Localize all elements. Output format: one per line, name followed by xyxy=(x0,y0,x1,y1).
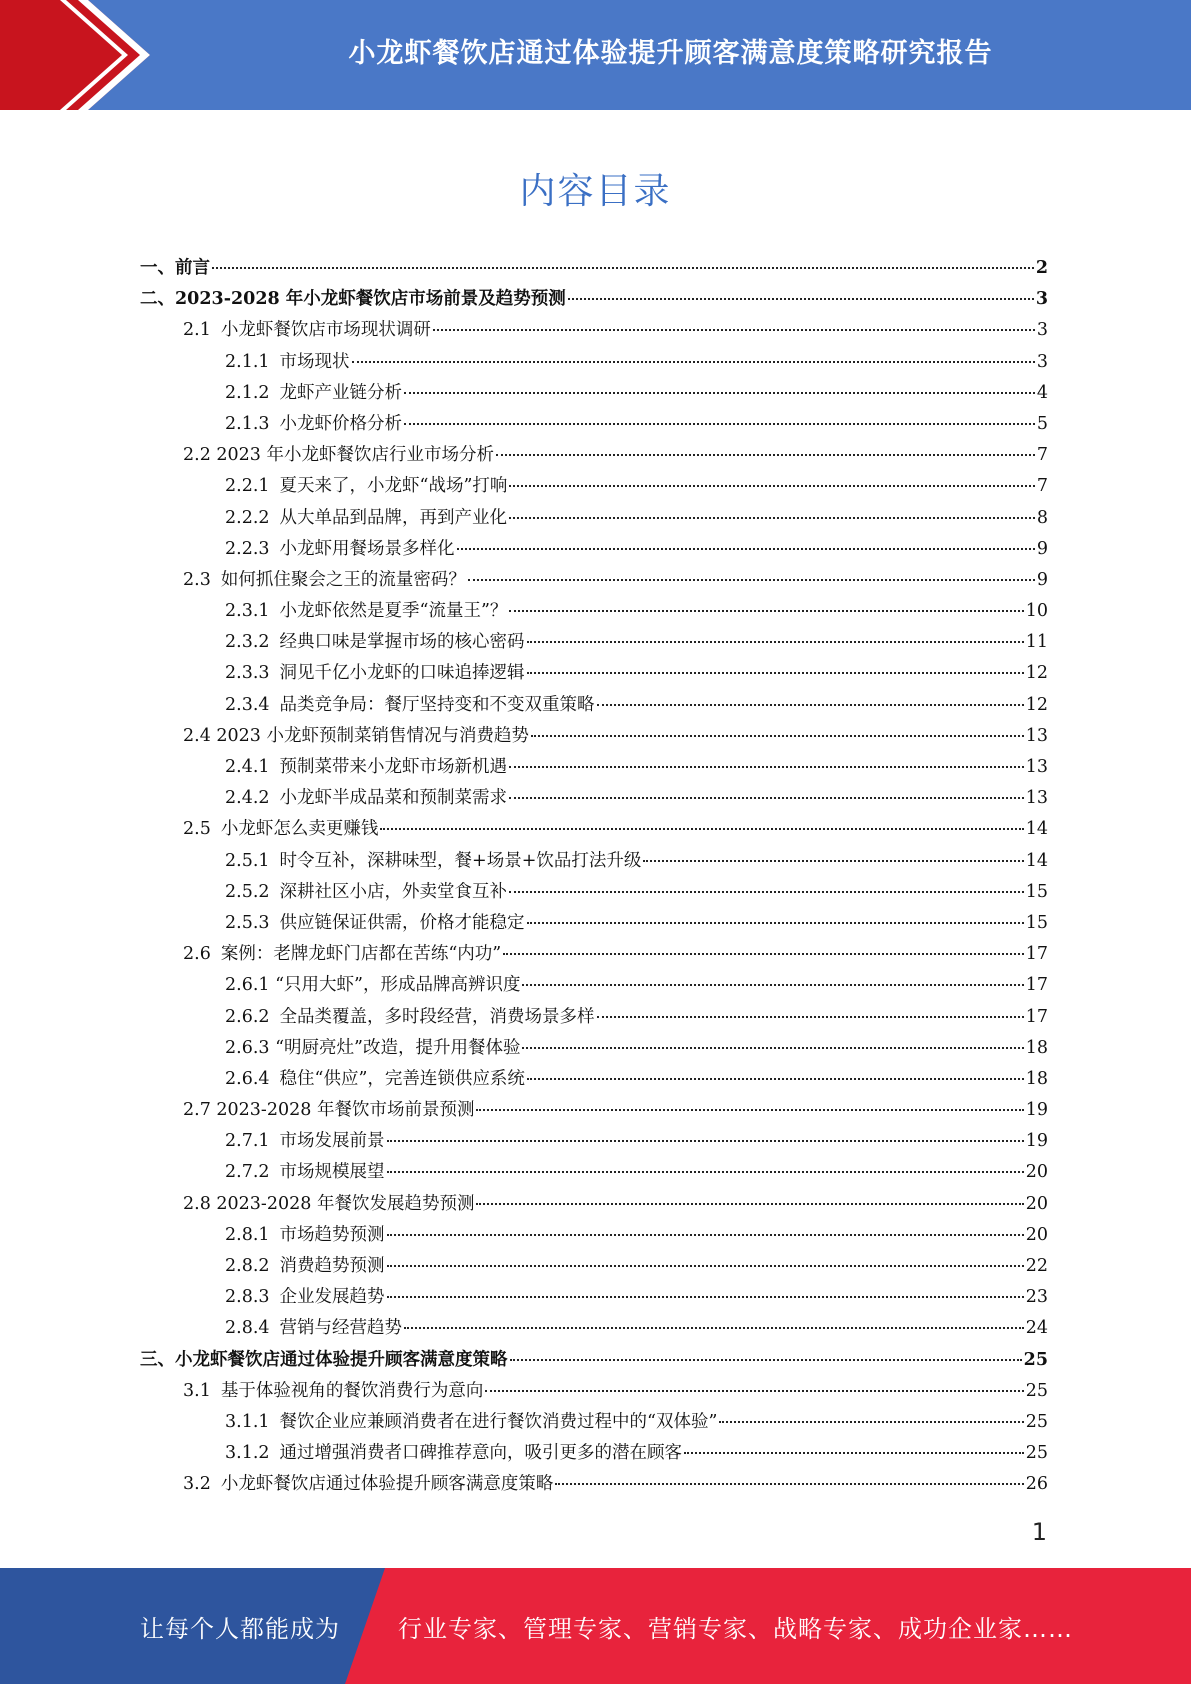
toc-entry[interactable] xyxy=(140,1470,1048,1501)
toc-entry-page: 17 xyxy=(1025,1006,1048,1027)
toc-dot-leader xyxy=(387,1140,1024,1142)
toc-entry-number: 2.3.4 xyxy=(225,694,270,715)
footer-slogan-left: 让每个人都能成为 xyxy=(140,1614,340,1643)
toc-entry-page: 20 xyxy=(1025,1224,1048,1245)
toc-entry[interactable] xyxy=(140,1283,1048,1314)
toc-entry[interactable] xyxy=(140,1065,1048,1096)
toc-entry[interactable] xyxy=(140,348,1048,379)
toc-dot-leader xyxy=(404,423,1035,425)
toc-entry[interactable] xyxy=(140,628,1048,659)
toc-entry-title: 市场现状 xyxy=(279,351,350,372)
toc-entry-title: 稳住“供应”，完善连锁供应系统 xyxy=(279,1068,525,1089)
toc-entry[interactable] xyxy=(140,878,1048,909)
toc-entry-number: 2.8.1 xyxy=(225,1224,270,1245)
toc-dot-leader xyxy=(509,797,1024,799)
toc-entry[interactable] xyxy=(140,940,1048,971)
toc-entry-title: 三、小龙虾餐饮店通过体验提升顾客满意度策略 xyxy=(140,1349,508,1370)
toc-entry-title: 经典口味是掌握市场的核心密码 xyxy=(279,632,525,653)
footer-slogan-right: 行业专家、管理专家、营销专家、战略专家、成功企业家…… xyxy=(398,1614,1073,1643)
toc-entry-title: 基于体验视角的餐饮消费行为意向 xyxy=(220,1380,484,1401)
toc-dot-leader xyxy=(387,1296,1024,1298)
toc-entry-page: 8 xyxy=(1036,507,1048,528)
toc-entry-page: 12 xyxy=(1025,663,1048,684)
toc-entry-number: 3.1.2 xyxy=(225,1443,270,1464)
toc-entry-page: 13 xyxy=(1025,725,1048,746)
toc-entry-page: 19 xyxy=(1025,1100,1048,1121)
toc-entry-title: 2.6.3 “明厨亮灶”改造，提升用餐体验 xyxy=(225,1037,521,1058)
toc-entry-title: 二、2023-2028 年小龙虾餐饮店市场前景及趋势预测 xyxy=(140,289,566,310)
toc-entry-number: 2.5.1 xyxy=(225,850,270,871)
toc-entry[interactable] xyxy=(140,815,1048,846)
toc-entry-page: 5 xyxy=(1036,413,1048,434)
toc-entry[interactable] xyxy=(140,441,1048,472)
toc-entry-number: 2.3 xyxy=(183,569,211,590)
toc-dot-leader xyxy=(522,984,1023,986)
toc-entry-number: 2.4.1 xyxy=(225,757,270,777)
toc-entry[interactable] xyxy=(140,566,1048,597)
toc-entry-number: 2.1 xyxy=(183,320,211,341)
toc-entry-page: 4 xyxy=(1036,382,1048,403)
toc-entry-number: 2.2.1 xyxy=(225,476,270,497)
toc-entry-page: 25 xyxy=(1025,1411,1048,1432)
toc-entry[interactable] xyxy=(140,659,1048,690)
toc-entry-title: 餐饮企业应兼顾消费者在进行餐饮消费过程中的“双体验” xyxy=(279,1411,718,1432)
toc-entry-number: 3.1 xyxy=(183,1380,211,1401)
toc-entry[interactable] xyxy=(140,504,1048,535)
toc-entry-title: 消费趋势预测 xyxy=(279,1256,385,1276)
toc-entry-number: 2.8.2 xyxy=(225,1256,270,1276)
toc-entry-page: 7 xyxy=(1036,476,1048,497)
toc-entry[interactable] xyxy=(140,722,1048,753)
toc-entry-title: 小龙虾半成品菜和预制菜需求 xyxy=(279,788,508,809)
toc-entry[interactable] xyxy=(140,1096,1048,1127)
toc-entry-page: 17 xyxy=(1025,944,1048,965)
toc-entry-page: 9 xyxy=(1036,538,1048,559)
toc-dot-leader xyxy=(509,766,1024,768)
toc-dot-leader xyxy=(503,953,1023,955)
toc-dot-leader xyxy=(509,891,1024,893)
toc-entry-title: 小龙虾餐饮店通过体验提升顾客满意度策略 xyxy=(220,1474,554,1495)
toc-entry-title: 夏天来了，小龙虾“战场”打响 xyxy=(279,476,508,497)
toc-entry-title: 预制菜带来小龙虾市场新机遇 xyxy=(279,757,508,777)
toc-entry-title: 小龙虾用餐场景多样化 xyxy=(279,538,455,559)
toc-entry-number: 2.8.4 xyxy=(225,1318,270,1339)
toc-entry-page: 9 xyxy=(1036,569,1048,590)
toc-entry-page: 18 xyxy=(1025,1037,1048,1058)
toc-entry-number: 2.1.3 xyxy=(225,413,270,434)
toc-dot-leader xyxy=(380,828,1023,830)
toc-entry-number: 2.3.2 xyxy=(225,632,270,653)
toc-entry-number: 2.1.1 xyxy=(225,351,270,372)
toc-entry[interactable] xyxy=(140,379,1048,410)
toc-entry-number: 2.5.2 xyxy=(225,881,270,902)
toc-entry-number: 2.3.3 xyxy=(225,663,270,684)
toc-entry-page: 7 xyxy=(1036,445,1048,466)
toc-entry-number: 2.3.1 xyxy=(225,601,270,622)
toc-entry[interactable] xyxy=(140,1377,1048,1408)
toc-entry-number: 2.1.2 xyxy=(225,382,270,403)
toc-entry-page: 2 xyxy=(1035,258,1048,278)
table-of-contents xyxy=(140,254,1048,1502)
toc-entry-title: 小龙虾依然是夏季“流量王”？ xyxy=(279,601,508,622)
toc-entry[interactable] xyxy=(140,847,1048,878)
toc-entry-title: 2.7 2023-2028 年餐饮市场前景预测 xyxy=(183,1100,475,1121)
toc-entry-title: 小龙虾价格分析 xyxy=(279,413,403,434)
toc-entry[interactable] xyxy=(140,971,1048,1002)
toc-entry[interactable] xyxy=(140,1221,1048,1252)
toc-entry-page: 14 xyxy=(1025,850,1048,871)
toc-dot-leader xyxy=(457,548,1035,550)
toc-entry-page: 20 xyxy=(1025,1193,1048,1214)
toc-entry-title: 营销与经营趋势 xyxy=(279,1318,403,1339)
toc-dot-leader xyxy=(476,1203,1023,1205)
toc-entry-title: 市场趋势预测 xyxy=(279,1224,385,1245)
toc-dot-leader xyxy=(643,860,1023,862)
header-banner xyxy=(0,0,1191,110)
toc-entry-title: 2.4 2023 小龙虾预制菜销售情况与消费趋势 xyxy=(183,725,529,746)
toc-entry[interactable] xyxy=(140,254,1048,285)
toc-entry-title: 如何抓住聚会之王的流量密码？ xyxy=(220,569,466,590)
toc-entry[interactable] xyxy=(140,535,1048,566)
toc-entry[interactable] xyxy=(140,1408,1048,1439)
toc-entry-title: 全品类覆盖，多时段经营，消费场景多样 xyxy=(279,1006,595,1027)
toc-entry-number: 3.1.1 xyxy=(225,1411,270,1432)
toc-entry[interactable] xyxy=(140,1314,1048,1345)
toc-heading: 内容目录 xyxy=(519,171,672,212)
toc-entry-page: 3 xyxy=(1036,320,1048,341)
toc-dot-leader xyxy=(404,1327,1024,1329)
toc-dot-leader xyxy=(597,704,1024,706)
toc-entry-title: 小龙虾餐饮店市场现状调研 xyxy=(220,320,431,341)
toc-entry[interactable] xyxy=(140,472,1048,503)
toc-entry-number: 2.6 xyxy=(183,944,211,965)
toc-entry[interactable] xyxy=(140,909,1048,940)
toc-entry-title: 品类竞争局：餐厅坚持变和不变双重策略 xyxy=(279,694,595,715)
toc-entry-number: 2.2.3 xyxy=(225,538,270,559)
toc-entry-title: 2.8 2023-2028 年餐饮发展趋势预测 xyxy=(183,1193,475,1214)
toc-entry-title: 洞见千亿小龙虾的口味追捧逻辑 xyxy=(279,663,525,684)
toc-entry[interactable] xyxy=(140,753,1048,784)
toc-entry[interactable] xyxy=(140,597,1048,628)
toc-entry-page: 18 xyxy=(1025,1068,1048,1089)
toc-entry-title: 2.6.1 “只用大虾”，形成品牌高辨识度 xyxy=(225,975,521,996)
toc-dot-leader xyxy=(212,267,1034,269)
toc-entry-number: 2.6.2 xyxy=(225,1006,270,1027)
toc-entry-title: 企业发展趋势 xyxy=(279,1287,385,1308)
toc-dot-leader xyxy=(468,579,1035,581)
page-number: 1 xyxy=(1031,1518,1047,1546)
toc-dot-leader xyxy=(719,1421,1023,1423)
toc-dot-leader xyxy=(527,922,1024,924)
toc-dot-leader xyxy=(352,361,1035,363)
toc-dot-leader xyxy=(522,1047,1023,1049)
toc-entry-page: 17 xyxy=(1025,975,1048,996)
toc-entry-page: 26 xyxy=(1025,1474,1048,1495)
toc-entry-number: 2.7.1 xyxy=(225,1131,270,1152)
toc-entry-number: 2.4.2 xyxy=(225,788,270,809)
toc-entry-title: 时令互补，深耕味型，餐+场景+饮品打法升级 xyxy=(279,850,642,871)
toc-entry-page: 3 xyxy=(1036,351,1048,372)
toc-entry-page: 25 xyxy=(1025,1380,1048,1401)
toc-dot-leader xyxy=(531,735,1024,737)
toc-dot-leader xyxy=(387,1171,1024,1173)
toc-dot-leader xyxy=(555,1483,1023,1485)
toc-entry-number: 2.5.3 xyxy=(225,912,270,933)
toc-entry[interactable] xyxy=(140,1034,1048,1065)
toc-dot-leader xyxy=(476,1109,1023,1111)
toc-entry-page: 24 xyxy=(1025,1318,1048,1339)
toc-dot-leader xyxy=(527,641,1024,643)
toc-entry-number: 2.6.4 xyxy=(225,1068,270,1089)
toc-dot-leader xyxy=(527,1078,1024,1080)
toc-entry-title: 市场发展前景 xyxy=(279,1131,385,1152)
toc-entry-page: 12 xyxy=(1025,694,1048,715)
toc-entry-page: 14 xyxy=(1025,819,1048,840)
toc-entry-title: 通过增强消费者口碑推荐意向，吸引更多的潜在顾客 xyxy=(279,1443,683,1464)
toc-dot-leader xyxy=(387,1234,1024,1236)
toc-entry[interactable] xyxy=(140,1190,1048,1221)
toc-entry[interactable] xyxy=(140,691,1048,722)
footer-banner xyxy=(0,1568,1191,1684)
toc-entry-title: 一、前言 xyxy=(140,258,210,278)
toc-dot-leader xyxy=(433,329,1035,331)
toc-entry[interactable] xyxy=(140,1158,1048,1189)
toc-entry[interactable] xyxy=(140,410,1048,441)
toc-dot-leader xyxy=(509,610,1023,612)
toc-entry-title: 2.2 2023 年小龙虾餐饮店行业市场分析 xyxy=(183,445,494,466)
toc-entry-page: 13 xyxy=(1025,757,1048,777)
toc-dot-leader xyxy=(684,1452,1024,1454)
report-title: 小龙虾餐饮店通过体验提升顾客满意度策略研究报告 xyxy=(348,37,993,69)
toc-entry-title: 市场规模展望 xyxy=(279,1162,385,1183)
toc-entry-page: 15 xyxy=(1025,881,1048,902)
toc-entry-page: 25 xyxy=(1025,1443,1048,1464)
toc-dot-leader xyxy=(387,1265,1024,1267)
toc-entry-title: 龙虾产业链分析 xyxy=(279,382,403,403)
toc-dot-leader xyxy=(509,485,1034,487)
toc-entry[interactable] xyxy=(140,1003,1048,1034)
toc-entry-number: 3.2 xyxy=(183,1474,211,1495)
toc-dot-leader xyxy=(496,454,1035,456)
toc-entry-number: 2.8.3 xyxy=(225,1287,270,1308)
toc-entry-page: 10 xyxy=(1025,601,1048,622)
toc-entry[interactable] xyxy=(140,1346,1048,1377)
header-arrow-graphic xyxy=(0,0,150,110)
toc-dot-leader xyxy=(404,392,1035,394)
toc-entry-page: 11 xyxy=(1025,632,1048,653)
toc-dot-leader xyxy=(509,517,1035,519)
toc-entry[interactable] xyxy=(140,784,1048,815)
toc-entry-page: 19 xyxy=(1025,1131,1048,1152)
toc-entry[interactable] xyxy=(140,1252,1048,1283)
toc-entry[interactable] xyxy=(140,1127,1048,1158)
toc-entry-page: 3 xyxy=(1035,289,1048,310)
toc-entry-title: 深耕社区小店，外卖堂食互补 xyxy=(279,881,508,902)
toc-entry[interactable] xyxy=(140,316,1048,347)
toc-entry-number: 2.5 xyxy=(183,819,211,840)
toc-entry-page: 23 xyxy=(1025,1287,1048,1308)
toc-dot-leader xyxy=(527,672,1024,674)
toc-entry-page: 13 xyxy=(1025,788,1048,809)
toc-entry-title: 供应链保证供需，价格才能稳定 xyxy=(279,912,525,933)
toc-dot-leader xyxy=(485,1390,1023,1392)
toc-entry-page: 20 xyxy=(1025,1162,1048,1183)
toc-entry-title: 小龙虾怎么卖更赚钱 xyxy=(220,819,379,840)
toc-dot-leader xyxy=(510,1359,1022,1361)
toc-entry[interactable] xyxy=(140,1439,1048,1470)
toc-entry-number: 2.7.2 xyxy=(225,1162,270,1183)
toc-entry[interactable] xyxy=(140,285,1048,316)
toc-entry-page: 22 xyxy=(1025,1256,1048,1276)
toc-entry-page: 25 xyxy=(1023,1349,1048,1370)
toc-entry-number: 2.2.2 xyxy=(225,507,270,528)
toc-entry-title: 案例：老牌龙虾门店都在苦练“内功” xyxy=(220,944,502,965)
toc-dot-leader xyxy=(568,298,1034,300)
toc-dot-leader xyxy=(597,1016,1024,1018)
toc-entry-page: 15 xyxy=(1025,912,1048,933)
toc-entry-title: 从大单品到品牌，再到产业化 xyxy=(279,507,508,528)
